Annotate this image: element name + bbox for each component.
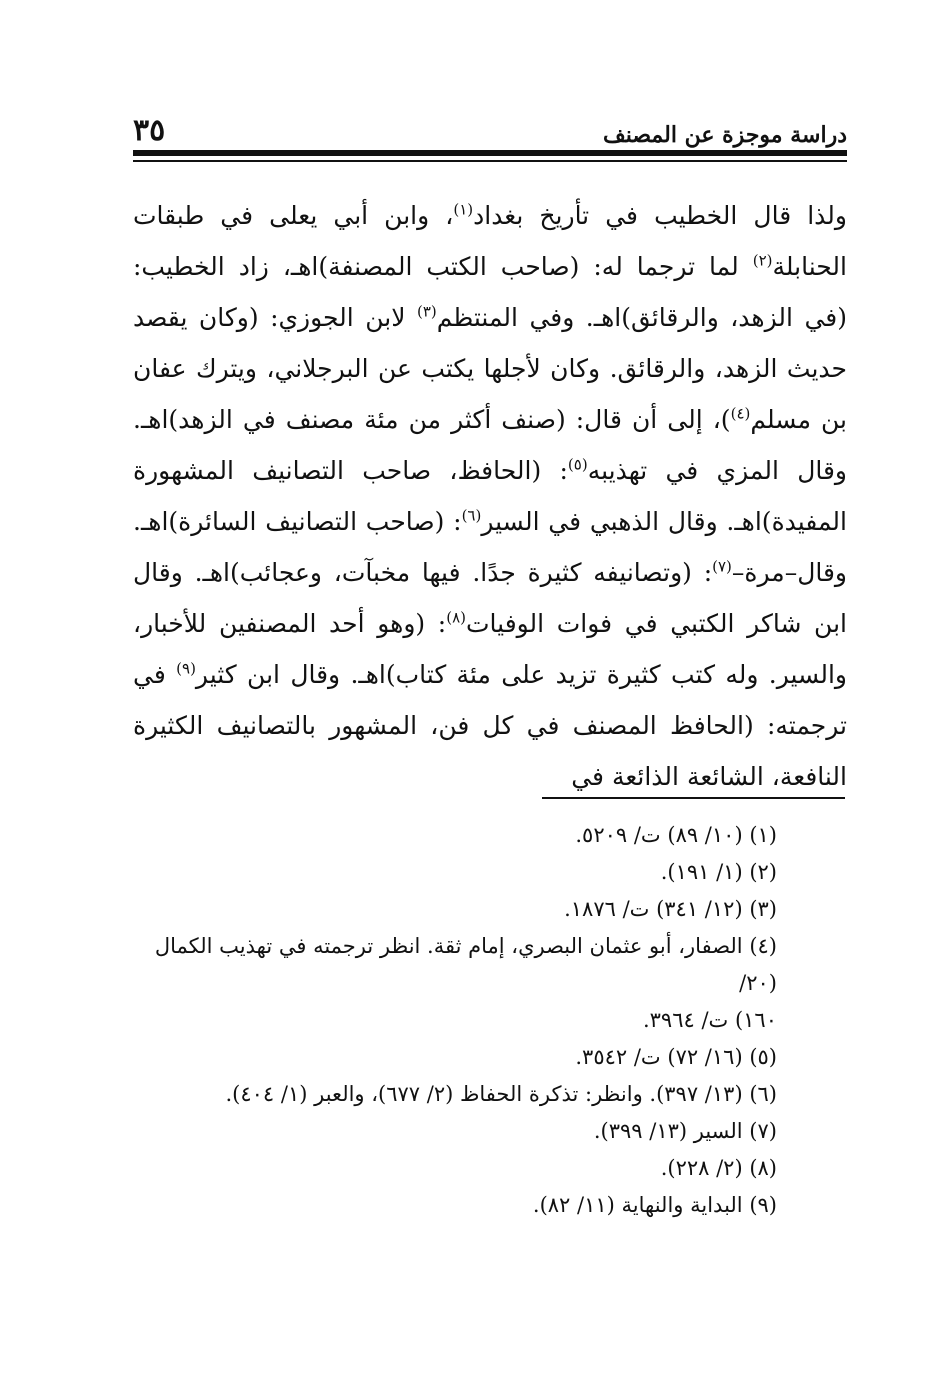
footnote: (٦) (١٣/ ٣٩٧). وانظر: تذكرة الحفاظ (٢/ ٦٧٧)، والعبر (١/ ٤٠٤). [225, 1082, 777, 1106]
footnote-ref: (١) [453, 200, 474, 219]
footnote: (٥) (١٦/ ٧٢) ت/ ٣٥٤٢. [575, 1045, 777, 1069]
body-text-segment: )، إلى أن قال: (صنف أكثر من مئة مصنف في الزهد)اهـ. وقال المزي في تهذيبه [133, 405, 847, 485]
body-text-segment: ، وابن أبي يعلى في طبقات الحنابلة [133, 201, 847, 281]
footnote-ref: (٥) [567, 455, 588, 474]
footnote-ref: (٩) [176, 659, 196, 678]
header-rule-thin [133, 160, 847, 162]
footnote: (٩) البداية والنهاية (١١/ ٨٢). [532, 1193, 777, 1217]
body-text-segment: ولذا قال الخطيب في تأريخ بغداد [473, 201, 847, 230]
body-text-segment: في ترجمته: (الحافظ المصنف في كل فن، المشهور بالتصانيف الكثيرة النافعة، الشائعة الذائعة في [133, 660, 847, 791]
body-text [133, 190, 847, 802]
footnote-separator [542, 797, 845, 799]
body-text-segment: لابن الجوزي: (وكان يقصد حديث الزهد، والرقائق. وكان لأجلها يكتب عن البرجلاني، ويترك عفان بن مسلم [133, 303, 847, 434]
footnote-ref: (٦) [461, 506, 482, 525]
footnote-continuation: ١٦٠) ت/ ٣٩٦٤. [642, 1008, 777, 1032]
body-paragraph [133, 190, 847, 802]
footnote-ref: (٨) [446, 608, 466, 627]
footnote: (٣) (١٢/ ٣٤١) ت/ ١٨٧٦. [564, 897, 777, 921]
body-text-segment: : (الحافظ، صاحب التصانيف المشهورة المفيدة)اهـ. وقال الذهبي في السير [133, 456, 847, 536]
footnote: (٢) (١/ ١٩١). [660, 860, 777, 884]
body-text-segment: : (وهو أحد المصنفين للأخبار، والسير. وله كتب كثيرة تزيد على مئة كتاب)اهـ. وقال ابن كثير [133, 609, 847, 689]
footnotes [133, 817, 847, 1224]
footnote: (١) (١٠/ ٨٩) ت/ ٥٢٠٩. [575, 823, 777, 847]
footnote-ref: (٣) [416, 302, 437, 321]
footnote: (٨) (٢/ ٢٢٨). [660, 1156, 777, 1180]
page-number: ٣٥ [133, 113, 166, 148]
footnote-ref: (٢) [752, 251, 773, 270]
page-header [133, 108, 847, 148]
footnote: (٤) الصفار، أبو عثمان البصري، إمام ثقة. انظر ترجمته في تهذيب الكمال (٢٠/ [154, 934, 777, 995]
footnote: (٧) السير (١٣/ ٣٩٩). [593, 1119, 777, 1143]
running-title: دراسة موجزة عن المصنف [602, 122, 847, 148]
body-text-segment: : (صاحب التصانيف السائرة)اهـ. وقال–مرة– [133, 507, 847, 587]
header-rule-thick [133, 150, 847, 156]
body-text-segment: لما ترجما له: (صاحب الكتب المصنفة)اهـ، زاد الخطيب: (في الزهد، والرقائق)اهـ. وفي المنتظم [133, 252, 847, 332]
body-text-segment: : (وتصانيفه كثيرة جدًا. فيها مخبآت، وعجائب)اهـ. وقال ابن شاكر الكتبي في فوات الوفيات [133, 558, 847, 638]
footnote-ref: (٤) [730, 404, 751, 423]
footnote-ref: (٧) [712, 557, 732, 576]
